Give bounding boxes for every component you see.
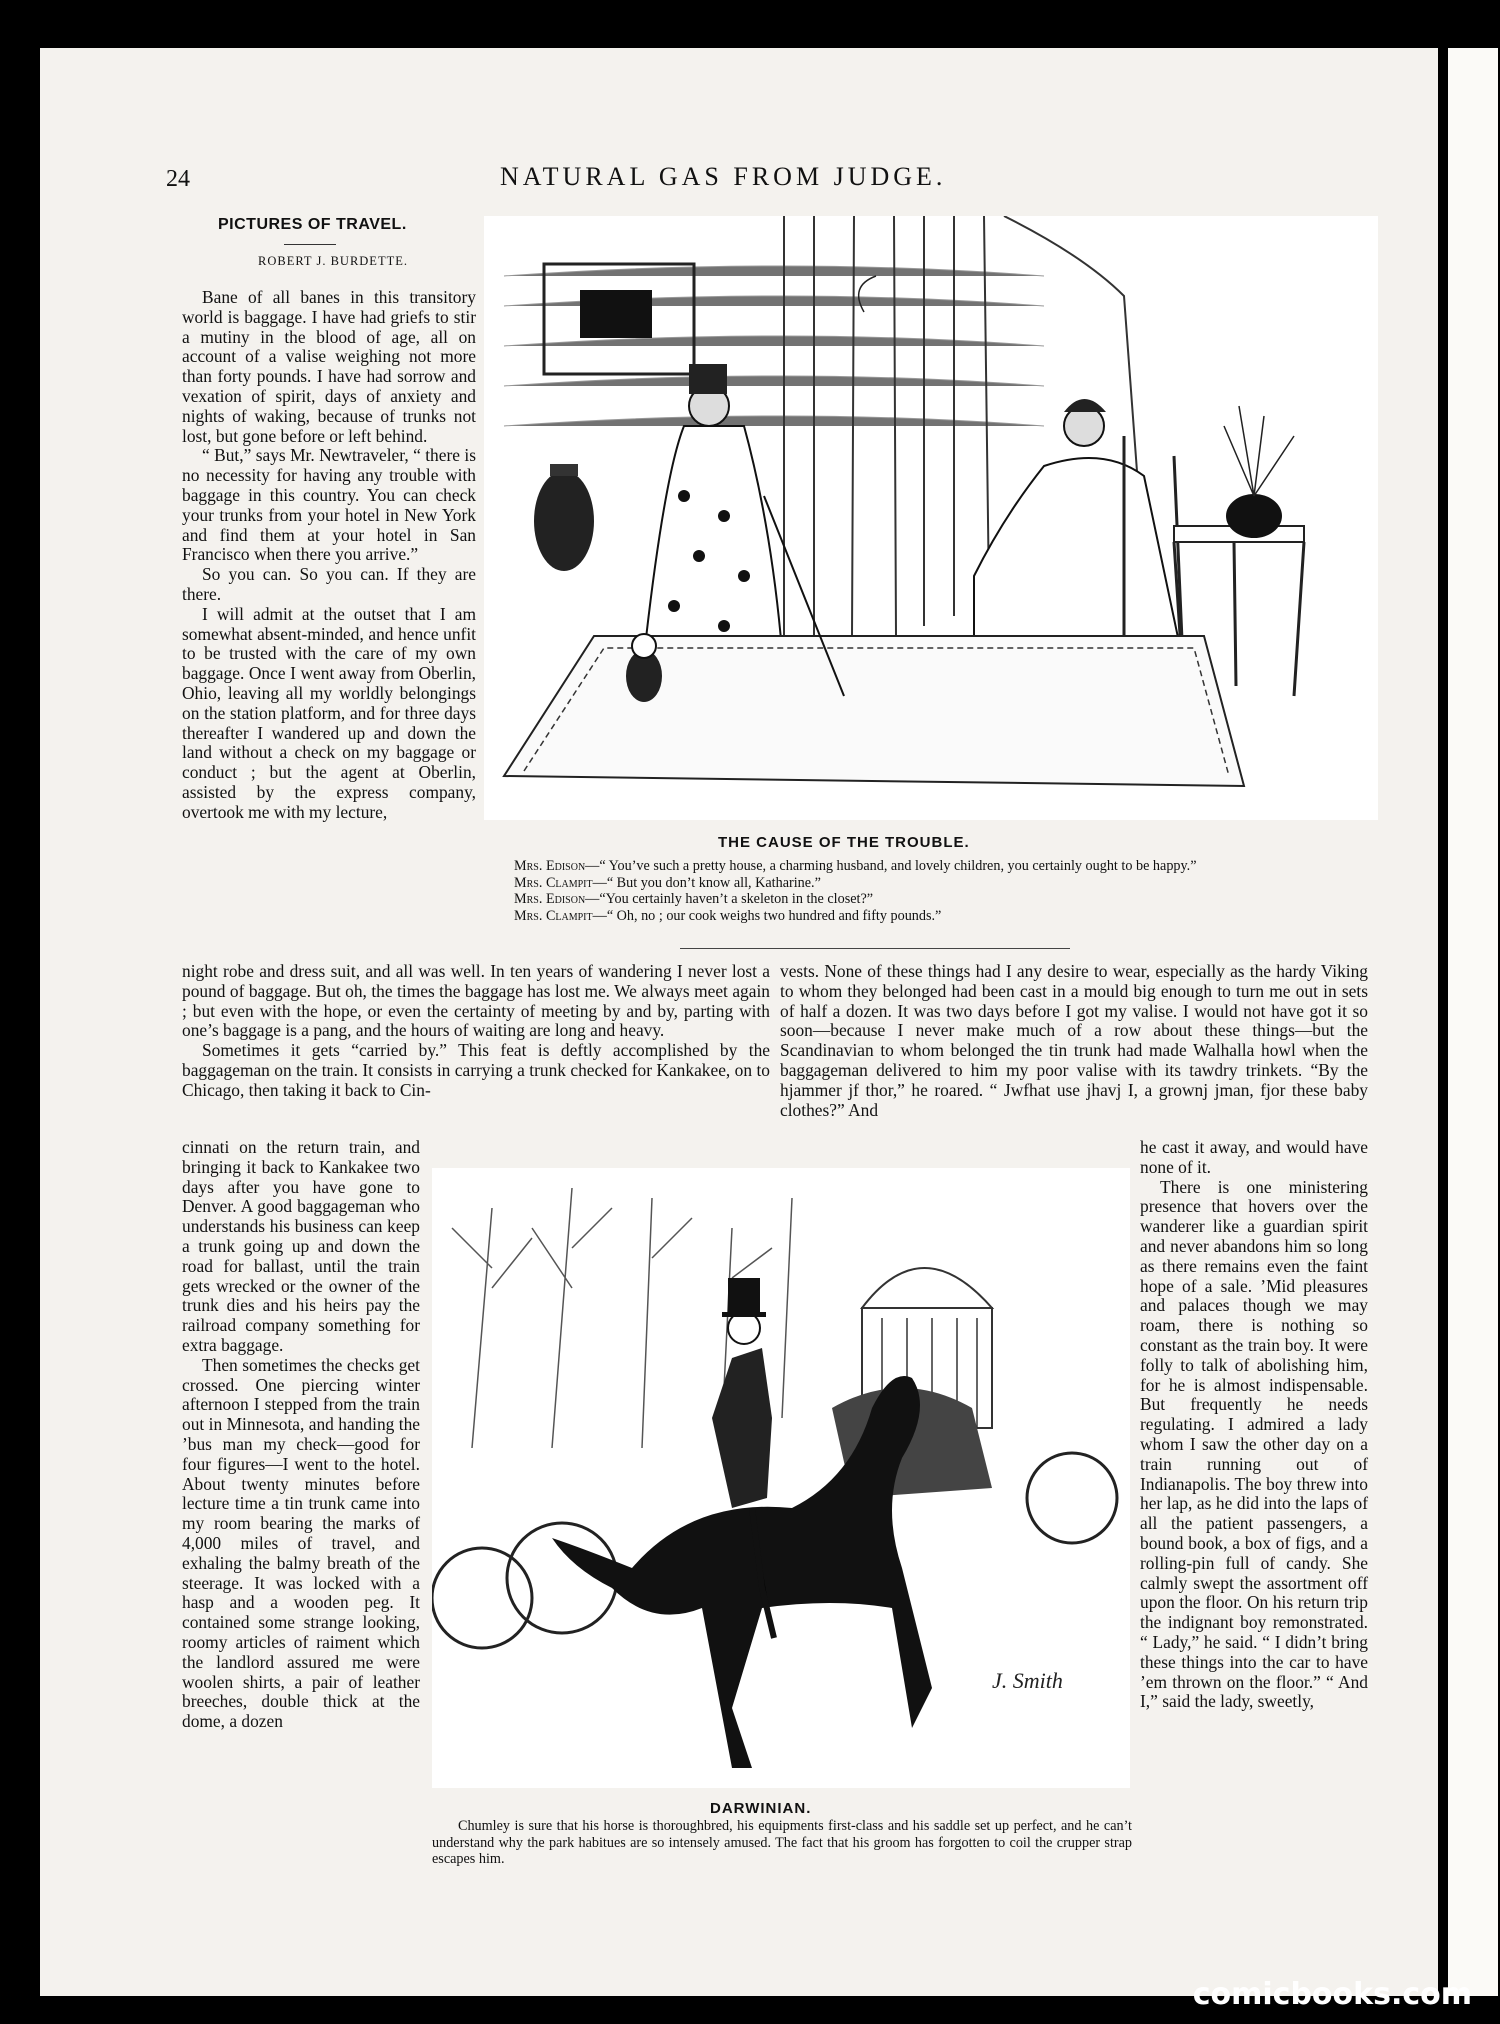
- right-column-lower: [1140, 1138, 1368, 1712]
- illustration-darwinian: [432, 1168, 1130, 1788]
- speaker-name: Mrs. Clampit: [514, 907, 593, 924]
- facing-page-edge: [1438, 48, 1500, 1996]
- article-title: PICTURES OF TRAVEL.: [218, 216, 407, 233]
- speaker-line: —“ But you don’t know all, Katharine.”: [592, 874, 821, 891]
- illustration-cause-of-trouble: [484, 216, 1378, 820]
- page-number: 24: [166, 166, 190, 192]
- paragraph: “ But,” says Mr. Newtraveler, “ there is no necessity for having any trouble with baggage in this country. You can check your trunks from your hotel in New York and find them at your hotel in San Francisco when there you arrive.”: [182, 445, 476, 565]
- title-rule: [284, 244, 336, 245]
- paragraph: cinnati on the return train, and bringing it back to Kankakee two days after you have gone to Denver. A good baggageman who understands his business can keep a trunk going up and down the road for ballast, until the train gets wrecked or the owner of the trunk dies and his heirs pay the railroad company something for extra baggage.: [182, 1137, 420, 1355]
- left-column-upper: [182, 288, 476, 823]
- speaker-line: —“ You’ve such a pretty house, a charming husband, and lovely children, you certainly ought to be happy.”: [585, 858, 1197, 874]
- paragraph: Then sometimes the checks get crossed. One piercing winter afternoon I stepped from the train out in Minnesota, and handing the ’bus man my check—good for four figures—I went to the hotel. About twenty minutes before lecture time a tin trunk came into my room bearing the marks of 4,000 miles of travel, and exhaling the balmy breath of the steerage. It was locked with a hasp and a wooden peg. It contained some strange looking, roomy articles of raiment which the landlord assured me were woolen shirts, a pair of leather breeches, double thick at the dome, a dozen: [182, 1354, 420, 1732]
- artist-signature: J. Smith: [992, 1668, 1063, 1693]
- speaker-name: Mrs. Edison: [514, 858, 586, 874]
- left-column-lower: [182, 1138, 420, 1732]
- paragraph: There is one ministering presence that hovers over the wanderer like a guardian spirit and never abandons him so long as there remains even the faint hope of a sale. ’Mid pleasures and palaces though we may roam, there is nothing so constant as the train boy. It were folly to talk of abolishing him, for he is almost indispensable. But frequently he needs regulating. I admired a lady whom I saw the other day on a train running out of Indianapolis. The boy threw into her lap, as he did into the laps of all the patient passengers, a bound book, a box of figs, and a rolling-pin full of candy. She calmly swept the assortment off upon the floor. On his return trip the indignant boy remonstrated. “ Lady,” he said. “ I didn’t bring these things into the car to have ’em thrown on the floor.” “ And I,” said the lady, sweetly,: [1140, 1176, 1368, 1712]
- middle-column-right: [780, 962, 1368, 1120]
- parlor-scene-drawing: [484, 216, 1378, 820]
- magazine-page: [40, 48, 1438, 1996]
- paragraph: Bane of all banes in this transitory world is baggage. I have had griefs to stir a mutiny in the blood of age, all on account of a valise weighing not more than forty pounds. I have had sorrow and vexation of spirit, days of anxiety and nights of waking, because of trunks not lost, but gone before or left behind.: [182, 287, 476, 446]
- facing-page-strip: [1448, 48, 1498, 1996]
- illustration-1-title: THE CAUSE OF THE TROUBLE.: [718, 834, 970, 851]
- paragraph: So you can. So you can. If they are there.: [182, 564, 476, 604]
- paragraph: I will admit at the outset that I am somewhat absent-minded, and hence unfit to be trusted with the care of my own baggage. Once I went away from Oberlin, Ohio, leaving all my worldly belongings on the station platform, and for three days thereafter I wandered up and down the land without a check on my baggage or conduct ; but the agent at Oberlin, assisted by the express company, overtook me with my lecture,: [182, 603, 476, 822]
- paragraph: Sometimes it gets “carried by.” This feat is deftly accomplished by the baggageman on the train. It consists in carrying a trunk checked for Kankakee, on to Chicago, then taking it back to Cin-: [182, 1040, 770, 1100]
- paragraph: vests. None of these things had I any desire to wear, especially as the hardy Viking to whom they belonged had been cast in a mould big enough to turn me out in sets of half a dozen. It was two days before I got my valise. I would not have got it so soon—because I never make much of a row about these things—but the Scandinavian to whom belonged the tin trunk had made Walhalla howl when the baggageman delivered to him my poor valise with its tawdry trinkets. “By the hjammer jf thor,” he roared. “ Jwfhat use jhavj I, a grownj jman, fjor these baby clothes?” And: [780, 961, 1368, 1120]
- speaker-line: —“ Oh, no ; our cook weighs two hundred and fifty pounds.”: [592, 907, 942, 924]
- article-byline: ROBERT J. BURDETTE.: [258, 254, 408, 268]
- illustration-2-caption: Chumley is sure that his horse is thoroughbred, his equipments first-class and his saddle set up perfect, and he can’t understand why the park habitues are so intensely amused. The fact that his groom has forgotten to coil the crupper strap escapes him.: [432, 1818, 1132, 1867]
- caption-line: [484, 858, 1364, 875]
- speaker-name: Mrs. Edison: [514, 891, 586, 907]
- site-watermark: comicbooks.com: [1192, 1977, 1472, 2012]
- middle-column-left: [182, 962, 770, 1101]
- paragraph: night robe and dress suit, and all was well. In ten years of wandering I never lost a pound of baggage. But oh, the times the baggage has lost me. We always meet again ; but even with the hope, or even the certainty of meeting by and by, parting with one’s baggage is a pang, and the hours of waiting are long and heavy.: [182, 961, 770, 1041]
- section-rule: [680, 948, 1070, 949]
- running-title: NATURAL GAS FROM JUDGE.: [500, 162, 947, 191]
- caption-line: [484, 891, 1364, 908]
- paragraph: he cast it away, and would have none of it.: [1140, 1137, 1368, 1177]
- horse-rider-drawing: [432, 1168, 1130, 1788]
- speaker-line: —“You certainly haven’t a skeleton in the closet?”: [585, 891, 874, 907]
- illustration-1-caption: [484, 858, 1364, 924]
- speaker-name: Mrs. Clampit: [514, 874, 593, 891]
- illustration-2-title: DARWINIAN.: [710, 1800, 812, 1817]
- caption-line: [484, 875, 1364, 892]
- caption-line: [484, 908, 1364, 925]
